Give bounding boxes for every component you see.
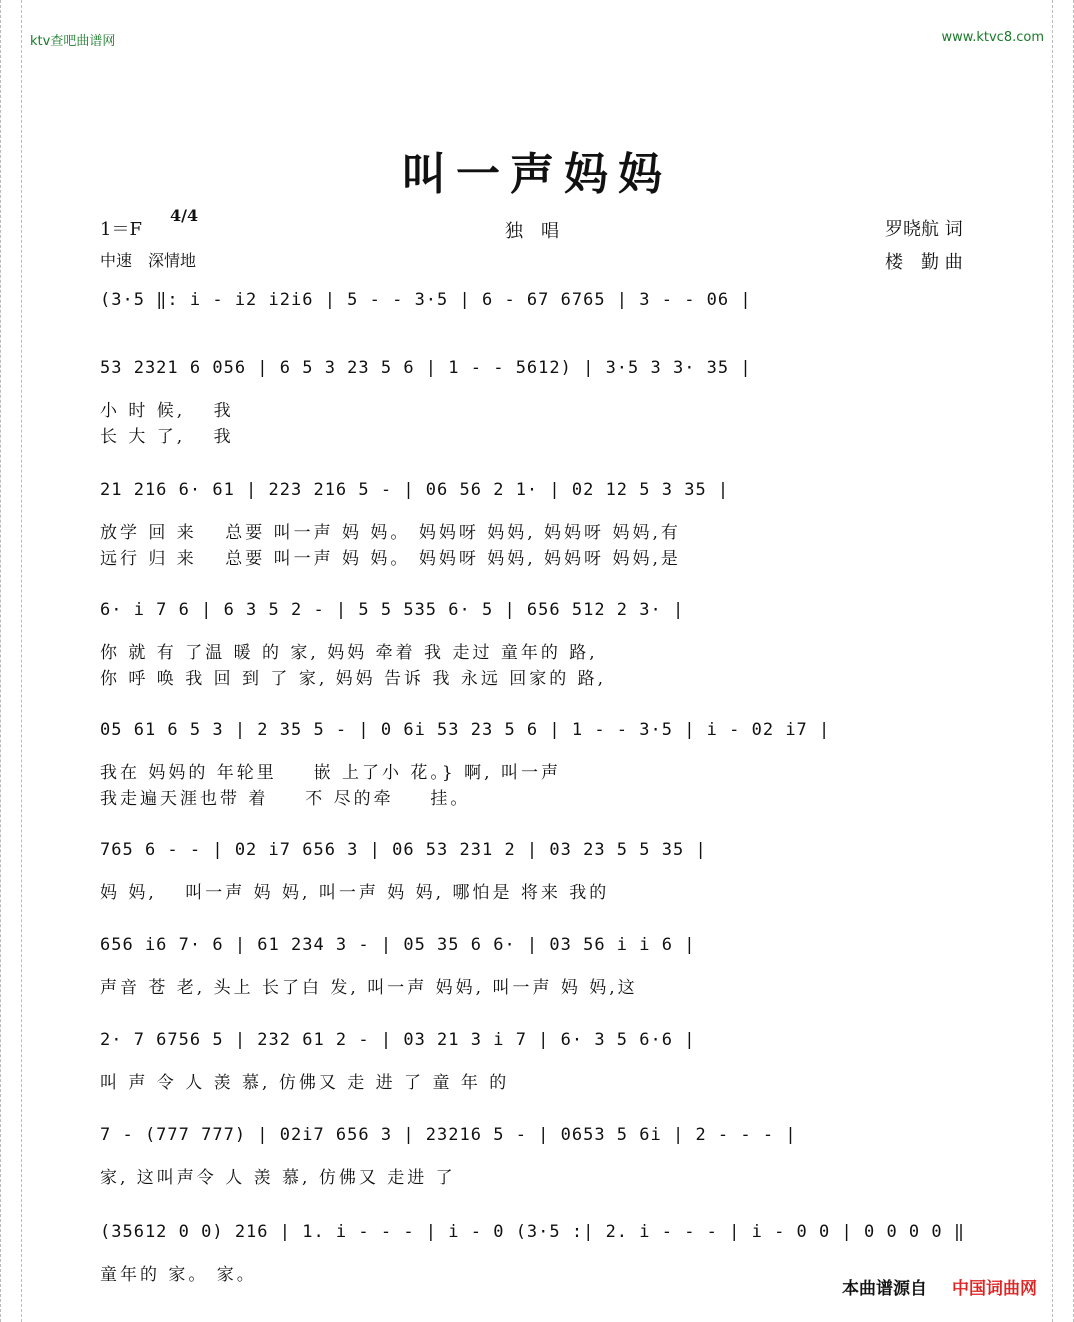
site-name-left: ktv查吧曲谱网 <box>30 34 116 49</box>
lyric-line: 你 呼 唤 我 回 到 了 家, 妈妈 告诉 我 永远 回家的 路, <box>100 669 607 689</box>
lyric-line: 家, 这叫声令 人 羡 慕, 仿佛又 走进 了 <box>100 1168 456 1188</box>
notation-line: (35612 0 0) 216 | 1. i - - - | i - 0 (3·5 :| 2. i - - - | i - 0 0 | 0 0 0 0 ‖ <box>100 1222 966 1242</box>
lyric-line: 放学 回 来 总要 叫一声 妈 妈。 妈妈呀 妈妈, 妈妈呀 妈妈,有 <box>100 523 681 543</box>
notation-line: 21 216 6· 61 | 223 216 5 - | 06 56 2 1· | 02 12 5 3 35 | <box>100 480 730 500</box>
lyric-line: 你 就 有 了温 暖 的 家, 妈妈 牵着 我 走过 童年的 路, <box>100 643 598 663</box>
lyric-line: 小 时 候, 我 <box>100 401 234 421</box>
notation-line: 6· i 7 6 | 6 3 5 2 - | 5 5 535 6· 5 | 656 512 2 3· | <box>100 600 685 620</box>
lyric-line: 叫 声 令 人 羡 慕, 仿佛又 走 进 了 童 年 的 <box>100 1073 510 1093</box>
notation-line: (3·5 ‖: i - i2 i2i6 | 5 - - 3·5 | 6 - 67 6765 | 3 - - 06 | <box>100 290 752 310</box>
site-url-right: www.ktvc8.com <box>941 30 1044 45</box>
lyric-line: 长 大 了, 我 <box>100 427 234 447</box>
lyric-line: 远行 归 来 总要 叫一声 妈 妈。 妈妈呀 妈妈, 妈妈呀 妈妈,是 <box>100 549 681 569</box>
notation-line: 53 2321 6 056 | 6 5 3 23 5 6 | 1 - - 5612) | 3·5 3 3· 35 | <box>100 358 752 378</box>
lyric-line: 声音 苍 老, 头上 长了白 发, 叫一声 妈妈, 叫一声 妈 妈,这 <box>100 978 638 998</box>
composer-credit: 楼 勤 曲 <box>885 252 963 273</box>
lyricist-credit: 罗晓航 词 <box>885 219 963 240</box>
notation-line: 765 6 - - | 02 i7 656 3 | 06 53 231 2 | 03 23 5 5 35 | <box>100 840 707 860</box>
performance-type: 独 唱 <box>505 221 559 242</box>
lyric-line: 童年的 家。 家。 <box>100 1265 257 1285</box>
song-title: 叫一声妈妈 <box>402 149 672 200</box>
notation-line: 05 61 6 5 3 | 2 35 5 - | 0 6i 53 23 5 6 | 1 - - 3·5 | i - 02 i7 | <box>100 720 831 740</box>
tempo-marking: 中速 深情地 <box>100 251 197 270</box>
key-signature: 1＝F <box>100 219 142 240</box>
source-label: 本曲谱源自 <box>842 1279 927 1299</box>
notation-line: 656 i6 7· 6 | 61 234 3 - | 05 35 6 6· | 03 56 i i 6 | <box>100 935 696 955</box>
lyric-line: 我在 妈妈的 年轮里 嵌 上了小 花。} 啊, 叫一声 <box>100 763 561 783</box>
time-signature: 4/4 <box>170 206 199 225</box>
notation-line: 2· 7 6756 5 | 232 61 2 - | 03 21 3 i 7 | 6· 3 5 6·6 | <box>100 1030 696 1050</box>
lyric-line: 妈 妈, 叫一声 妈 妈, 叫一声 妈 妈, 哪怕是 将来 我的 <box>100 883 610 903</box>
lyric-line: 我走遍天涯也带 着 不 尽的牵 挂。 <box>100 789 471 809</box>
notation-line: 7 - (777 777) | 02i7 656 3 | 23216 5 - | 0653 5 6i | 2 - - - | <box>100 1125 797 1145</box>
source-name: 中国词曲网 <box>952 1279 1037 1299</box>
